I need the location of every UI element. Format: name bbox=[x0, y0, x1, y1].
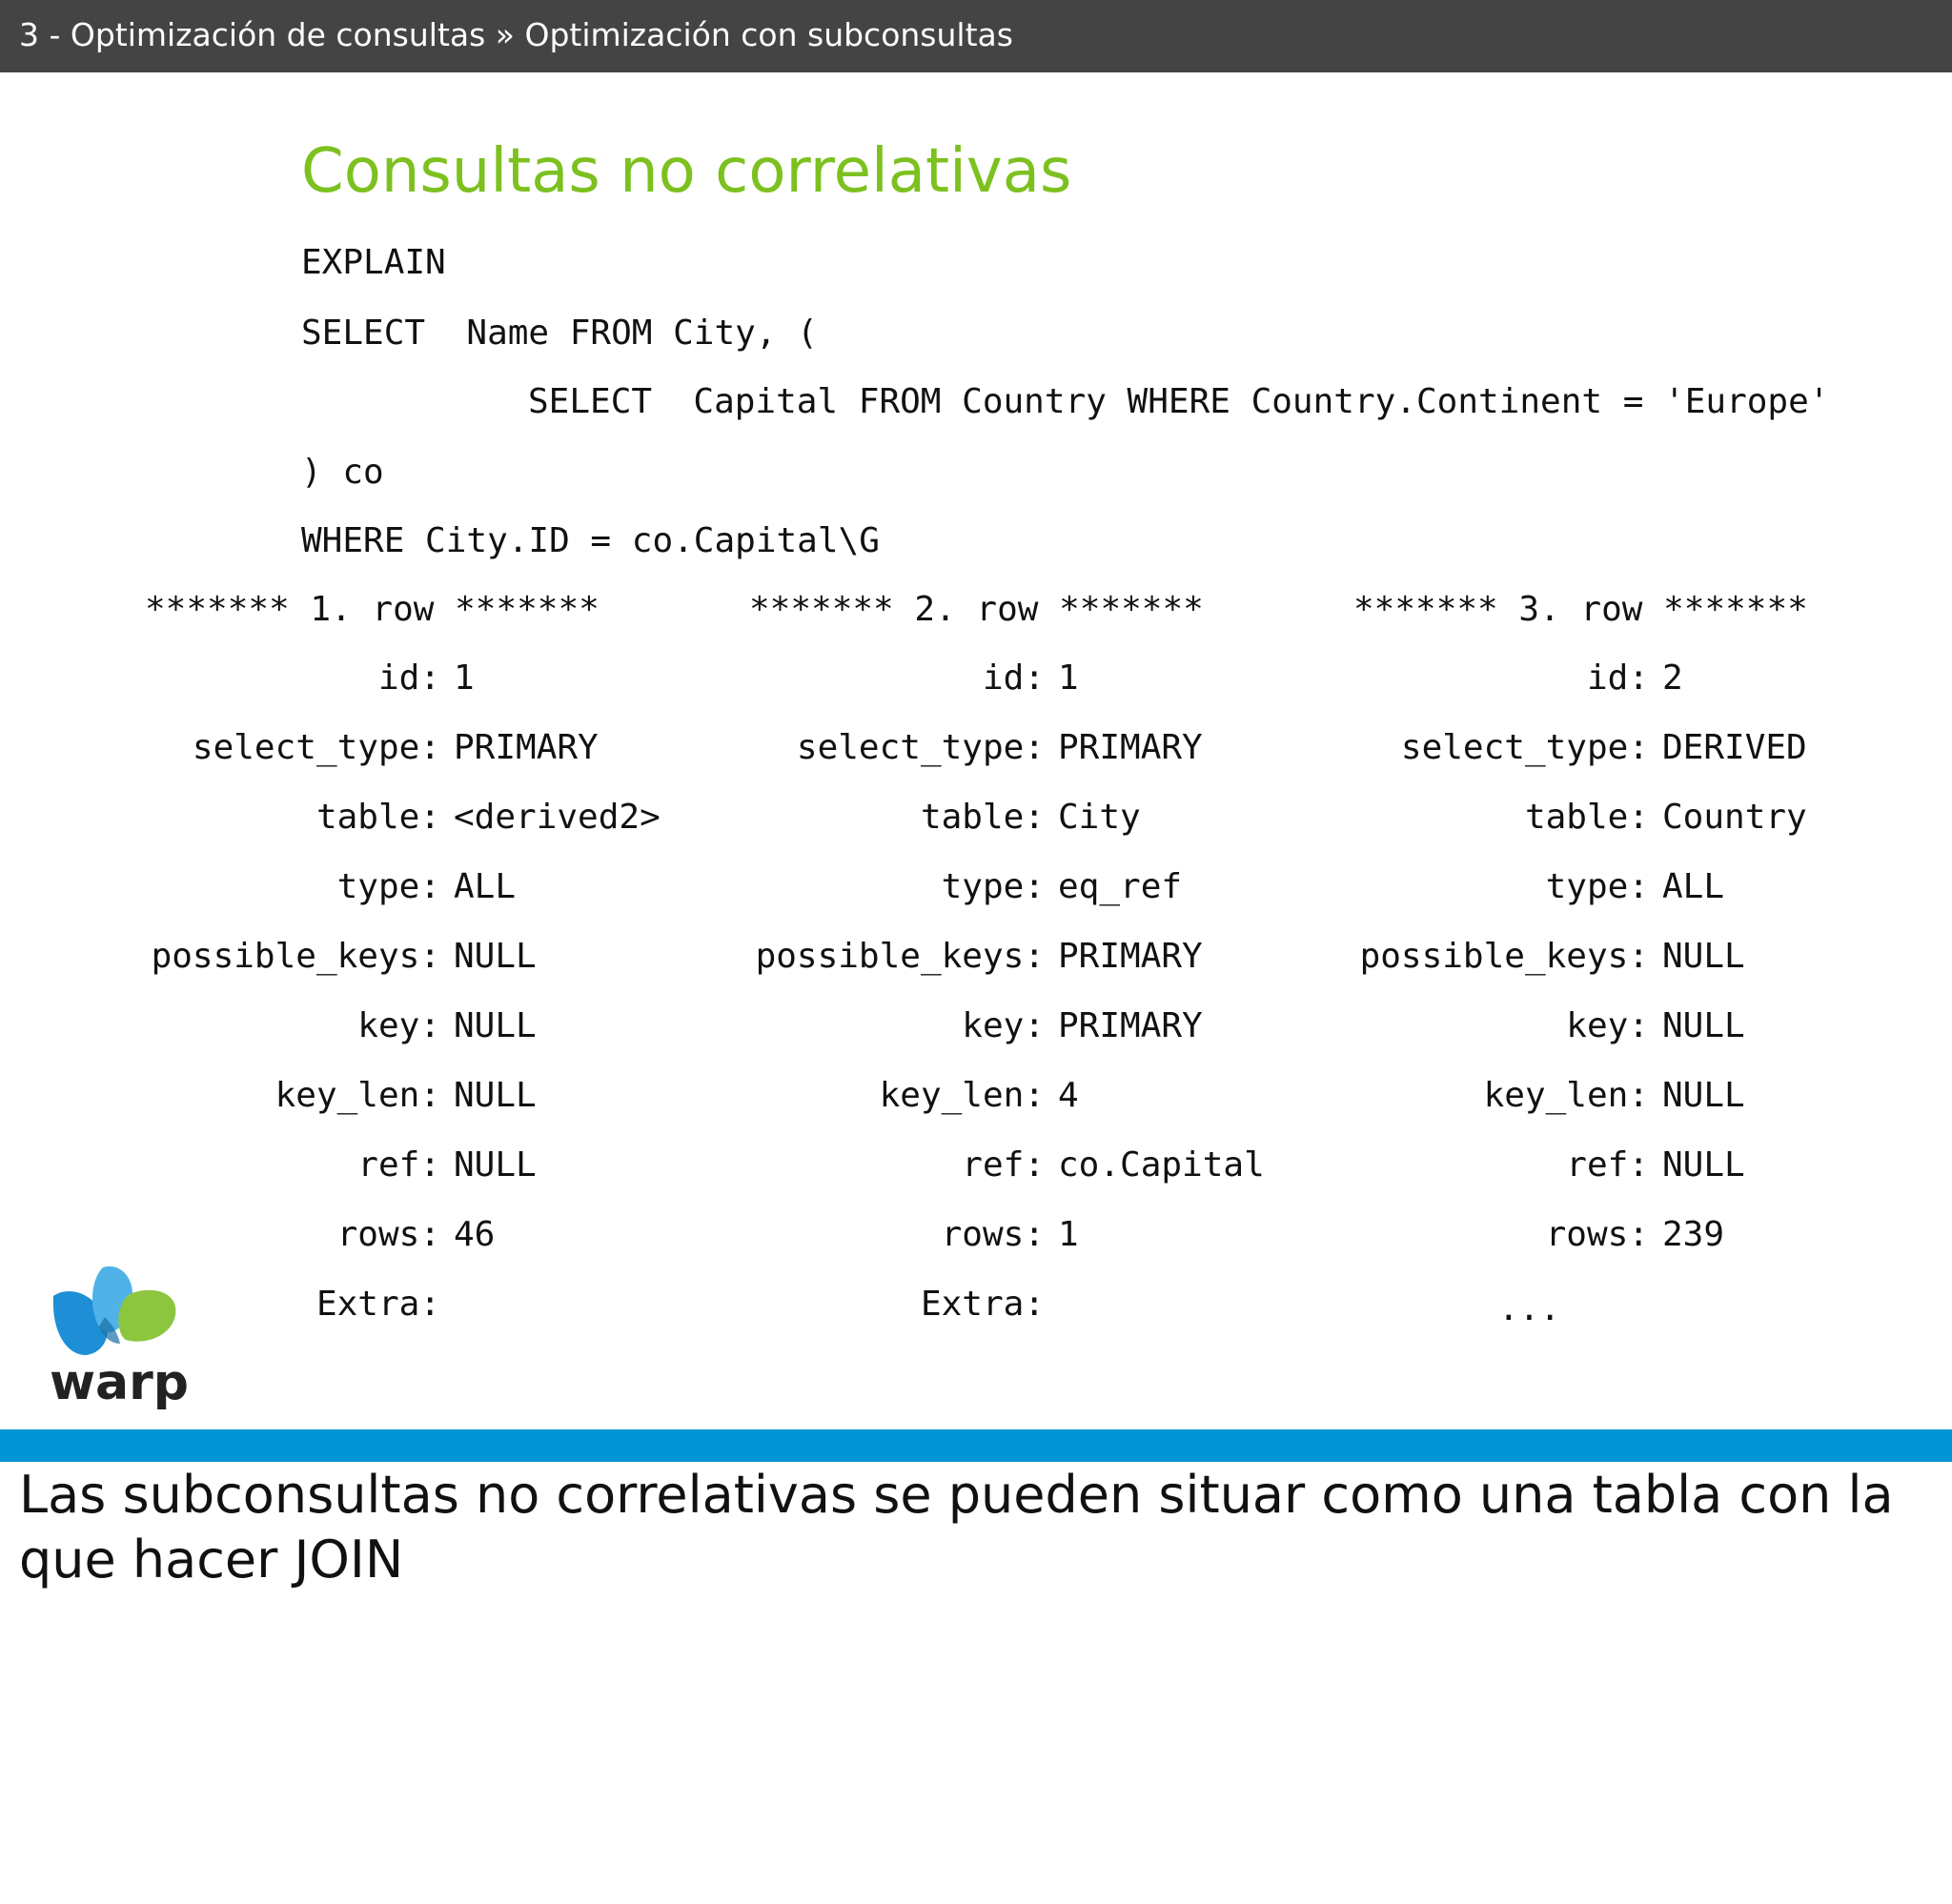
field-label: key: bbox=[357, 1006, 440, 1045]
breadcrumb: 3 - Optimización de consultas » Optimización con subconsultas bbox=[19, 16, 1013, 53]
field-label: select_type: bbox=[1400, 728, 1649, 767]
field-label: select_type: bbox=[796, 728, 1045, 767]
sql-line: SELECT Capital FROM Country WHERE Country.Continent = 'Europe' bbox=[528, 382, 1830, 421]
field-value: 46 bbox=[454, 1215, 496, 1254]
field-value: City bbox=[1058, 798, 1141, 837]
field-value: NULL bbox=[1662, 937, 1745, 976]
field-value: eq_ref bbox=[1058, 867, 1183, 906]
field-value: NULL bbox=[1662, 1076, 1745, 1115]
field-value: 239 bbox=[1662, 1215, 1725, 1254]
field-value: ALL bbox=[1662, 867, 1725, 906]
field-value: <derived2> bbox=[454, 798, 661, 837]
field-label: type: bbox=[336, 867, 440, 906]
row-trailer: ... bbox=[1498, 1289, 1561, 1328]
field-value: ALL bbox=[454, 867, 517, 906]
field-label: type: bbox=[941, 867, 1045, 906]
field-value: DERIVED bbox=[1662, 728, 1807, 767]
field-value: 2 bbox=[1662, 658, 1683, 698]
field-label: rows: bbox=[336, 1215, 440, 1254]
warp-logo-icon bbox=[46, 1258, 189, 1410]
field-value: NULL bbox=[454, 1145, 537, 1185]
field-label: select_type: bbox=[192, 728, 440, 767]
field-label: table: bbox=[315, 798, 440, 837]
field-value: 1 bbox=[1058, 658, 1079, 698]
field-value: NULL bbox=[454, 1076, 537, 1115]
field-label: Extra: bbox=[315, 1285, 440, 1324]
caption: Las subconsultas no correlativas se pueden situar como una tabla con la que hacer JOIN bbox=[19, 1465, 1894, 1590]
field-value: PRIMARY bbox=[1058, 728, 1203, 767]
field-label: id: bbox=[1586, 658, 1649, 698]
field-label: key_len: bbox=[274, 1076, 440, 1115]
field-label: possible_keys: bbox=[151, 937, 440, 976]
sql-line: EXPLAIN bbox=[301, 243, 446, 282]
field-label: ref: bbox=[962, 1145, 1045, 1185]
field-label: id: bbox=[377, 658, 440, 698]
sql-line: WHERE City.ID = co.Capital\G bbox=[301, 521, 880, 560]
field-label: Extra: bbox=[920, 1285, 1045, 1324]
field-label: rows: bbox=[1545, 1215, 1649, 1254]
field-label: type: bbox=[1545, 867, 1649, 906]
field-label: table: bbox=[1524, 798, 1649, 837]
header-bar bbox=[0, 0, 1952, 72]
row-header: ******* 3. row ******* bbox=[1353, 590, 1808, 629]
field-value: co.Capital bbox=[1058, 1145, 1265, 1185]
row-header: ******* 1. row ******* bbox=[145, 590, 600, 629]
footer-bar bbox=[0, 1429, 1952, 1462]
field-value: PRIMARY bbox=[1058, 937, 1203, 976]
field-value: PRIMARY bbox=[1058, 1006, 1203, 1045]
sql-line: ) co bbox=[301, 453, 384, 492]
field-value: 1 bbox=[454, 658, 475, 698]
field-label: key: bbox=[1566, 1006, 1649, 1045]
field-value: PRIMARY bbox=[454, 728, 599, 767]
field-label: table: bbox=[920, 798, 1045, 837]
sql-line: SELECT Name FROM City, ( bbox=[301, 314, 818, 353]
field-value: 4 bbox=[1058, 1076, 1079, 1115]
warp-logo bbox=[46, 1258, 189, 1410]
field-value: NULL bbox=[454, 937, 537, 976]
row-header: ******* 2. row ******* bbox=[749, 590, 1204, 629]
field-label: key_len: bbox=[1483, 1076, 1649, 1115]
field-label: possible_keys: bbox=[1359, 937, 1649, 976]
field-label: id: bbox=[982, 658, 1045, 698]
field-label: rows: bbox=[941, 1215, 1045, 1254]
logo-text: warp bbox=[50, 1354, 189, 1410]
field-label: key_len: bbox=[879, 1076, 1045, 1115]
field-label: possible_keys: bbox=[755, 937, 1045, 976]
field-value: NULL bbox=[1662, 1145, 1745, 1185]
field-value: NULL bbox=[1662, 1006, 1745, 1045]
field-value: NULL bbox=[454, 1006, 537, 1045]
field-label: ref: bbox=[1566, 1145, 1649, 1185]
slide-title: Consultas no correlativas bbox=[301, 136, 1072, 207]
field-label: ref: bbox=[357, 1145, 440, 1185]
field-value: Country bbox=[1662, 798, 1807, 837]
field-value: 1 bbox=[1058, 1215, 1079, 1254]
field-label: key: bbox=[962, 1006, 1045, 1045]
